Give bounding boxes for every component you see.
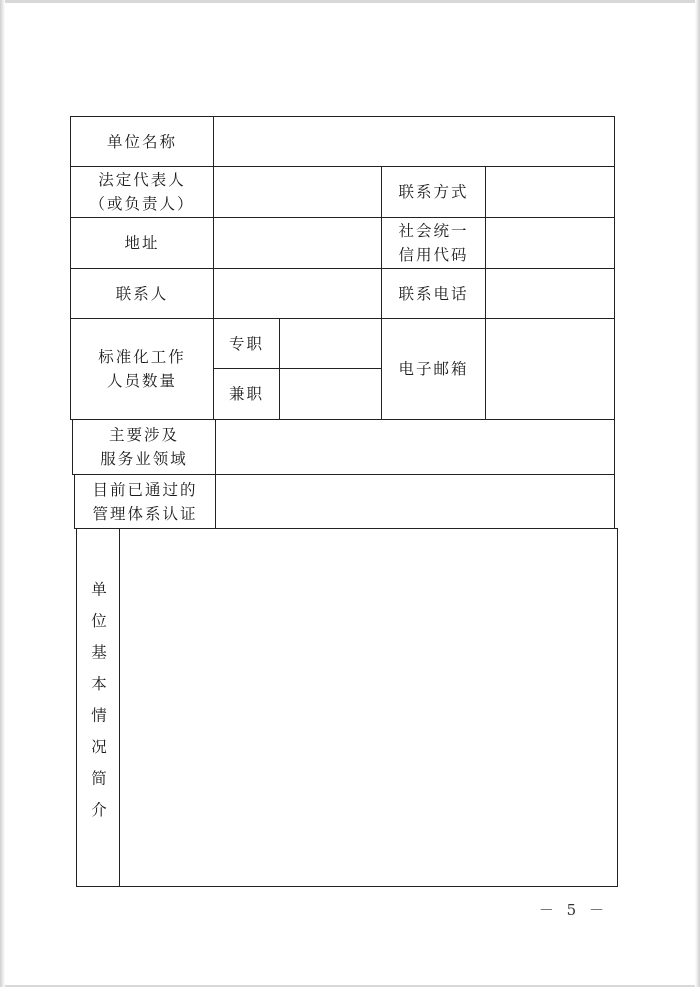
unit-intro-label-text: 单位基本情况简介 xyxy=(89,581,107,833)
service-field-label-line1: 主要涉及 xyxy=(108,426,179,444)
parttime-staff-label xyxy=(214,369,279,419)
table-border-right-upper xyxy=(614,116,615,529)
service-field-label xyxy=(73,420,215,474)
page-number: － 5 － xyxy=(538,901,608,919)
address-label xyxy=(71,218,213,268)
certification-label xyxy=(75,475,215,528)
staff-count-label-line1: 标准化工作 xyxy=(98,348,186,366)
service-field-label-line2: 服务业领域 xyxy=(100,450,188,468)
table-border-right-lower xyxy=(617,528,618,887)
fulltime-staff-label xyxy=(214,319,279,368)
certification-label-line2: 管理体系认证 xyxy=(92,504,198,523)
unit-name-label-text: 单位名称 xyxy=(106,132,177,151)
middle-label-right-divider xyxy=(485,166,486,419)
contact-person-label xyxy=(71,269,213,318)
label-column-divider-mid xyxy=(215,419,216,529)
legal-representative-label-line2: （或负责人） xyxy=(89,195,195,213)
unit-intro-label xyxy=(76,528,120,886)
credit-code-label-line2: 信用代码 xyxy=(398,246,469,264)
parttime-staff-label-text: 兼职 xyxy=(228,385,264,403)
certification-label-line1: 目前已通过的 xyxy=(92,480,198,499)
row-divider-7 xyxy=(74,528,617,529)
staff-count-label xyxy=(71,319,213,419)
fulltime-staff-label-text: 专职 xyxy=(228,334,264,353)
legal-representative-label xyxy=(71,167,213,217)
contact-phone-label xyxy=(382,269,485,318)
contact-person-label-text: 联系人 xyxy=(115,284,169,303)
contact-phone-label-text: 联系电话 xyxy=(398,284,469,303)
table-border-bottom xyxy=(76,886,618,887)
address-label-text: 地址 xyxy=(124,234,160,252)
credit-code-label-line1: 社会统一 xyxy=(398,222,469,240)
contact-method-label xyxy=(382,167,485,217)
staff-type-divider xyxy=(279,318,280,419)
staff-count-label-line2: 人员数量 xyxy=(106,372,177,390)
legal-representative-label-line1: 法定代表人 xyxy=(98,171,186,189)
contact-method-label-text: 联系方式 xyxy=(398,183,469,201)
email-label xyxy=(382,319,485,419)
credit-code-label xyxy=(382,218,485,268)
unit-name-label xyxy=(71,117,213,166)
email-label-text: 电子邮箱 xyxy=(398,360,469,378)
